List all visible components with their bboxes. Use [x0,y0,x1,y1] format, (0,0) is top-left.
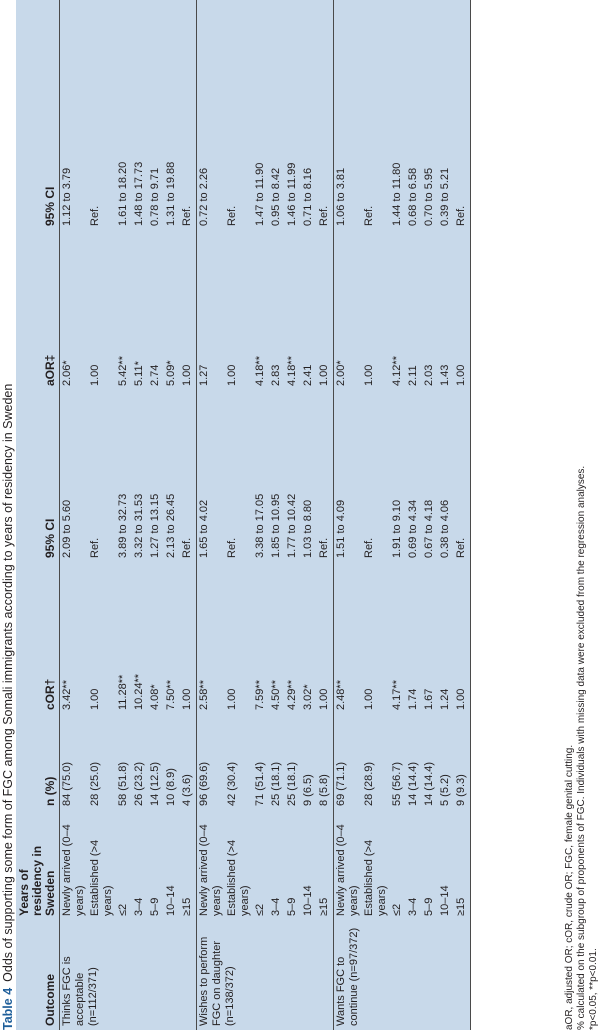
n-cell: 71 (51.4) [254,761,266,806]
n-cell: 8 (5.8) [318,774,330,806]
aor-ci-cell: 1.47 to 11.90 [254,162,266,226]
cor-cell: 4.29** [286,680,298,710]
table-row [88,0,116,1030]
cor-ci-cell: 0.69 to 4.34 [407,499,419,558]
aor-ci-cell: 1.31 to 19.88 [165,161,177,226]
years-cell: 3–4 [133,897,145,916]
table-row [116,0,132,1030]
cor-cell: 4.17** [391,680,403,710]
n-cell: 84 (75.0) [61,761,73,806]
aor-cell: 1.27 [197,230,226,390]
cor-cell: 11.28** [117,674,129,710]
n-cell: 9 (6.5) [302,774,314,806]
n-cell: 42 (30.4) [226,761,238,806]
table-caption [0,384,16,1030]
table-label: Table 4 [1,987,15,1030]
years-cell: 10–14 [439,885,451,916]
aor-cell: 4.12** [391,356,403,386]
aor-ci-cell: 1.48 to 17.73 [133,161,145,226]
cor-ci-cell: Ref. [455,537,467,558]
col-header-n: n (%) [16,714,60,810]
aor-cell: 1.43 [439,364,451,386]
cor-cell: 1.00 [181,688,193,710]
results-table [16,0,471,1030]
cor-cell: 1.00 [226,688,238,710]
cor-ci-cell: 3.32 to 31.53 [133,493,145,558]
table-title: Odds of supporting some form of FGC among Somali immigrants according to years of residency in Sweden [1,383,15,982]
aor-cell: 2.74 [149,364,161,386]
aor-ci-cell: 0.71 to 8.16 [302,167,314,226]
n-cell: 14 (14.4) [423,761,435,806]
table-footnotes [564,0,600,1030]
table-row [60,0,89,1030]
aor-cell: 5.09* [165,360,177,386]
years-cell: 10–14 [165,885,177,916]
col-header-cor: cOR† [16,562,60,714]
aor-ci-cell: Ref. [226,205,238,226]
years-cell: ≤2 [254,903,266,916]
table-row [454,0,471,1030]
aor-ci-cell: 0.72 to 2.26 [197,0,226,230]
cor-cell: 1.00 [318,688,330,710]
aor-cell: 1.00 [226,364,238,386]
years-cell: Established (>4 years) [363,839,388,916]
table-row [285,0,301,1030]
years-cell: ≤2 [391,903,403,916]
cor-cell: 1.67 [423,688,435,710]
n-cell: 58 (51.8) [117,761,129,806]
outcome-cell: Thinks FGC is acceptable (n=112/371) [61,956,99,1026]
cor-ci-cell: Ref. [318,537,330,558]
cor-cell: 3.02* [302,684,314,710]
years-cell: ≥15 [455,897,467,916]
cor-cell: 1.00 [455,688,467,710]
aor-ci-cell: Ref. [455,205,467,226]
footnote-percent: % calculated on the subgroup of proponents of FGC. Individuals with missing data were excluded from the regression analyses. [576,465,587,1030]
years-cell: 10–14 [302,885,314,916]
years-cell: 3–4 [407,897,419,916]
n-cell: 28 (25.0) [89,761,101,806]
col-header-aor: aOR‡ [16,230,60,390]
years-cell: ≥15 [181,897,193,916]
cor-cell: 7.59** [254,680,266,710]
outcome-cell: Wishes to perform FGC on daughter (n=138/372) [197,920,334,1030]
cor-ci-cell: 0.38 to 4.06 [439,499,451,558]
cor-cell: 4.08* [149,684,161,710]
years-cell: ≤2 [117,903,129,916]
aor-ci-cell: 1.44 to 11.80 [391,162,403,226]
cor-cell: 10.24** [133,673,145,710]
n-cell: 55 (56.7) [391,761,403,806]
col-header-outcome: Outcome [16,920,60,1030]
table-row [132,0,148,1030]
outcome-cell: Wants FGC to continue (n=97/372) [334,920,471,1030]
table-row [148,0,164,1030]
n-cell: 4 (3.6) [181,774,193,806]
table-row [390,0,406,1030]
aor-cell: 1.00 [89,364,101,386]
n-cell: 96 (69.6) [197,714,226,810]
years-cell: 5–9 [423,897,435,916]
cor-ci-cell: 2.09 to 5.60 [61,499,73,558]
cor-cell: 4.50** [270,680,282,710]
cor-cell: 1.74 [407,688,419,710]
n-cell: 5 (5.2) [439,774,451,806]
aor-cell: 1.00 [455,364,467,386]
aor-cell: 5.42** [117,356,129,386]
n-cell: 28 (28.9) [363,761,375,806]
years-cell: 3–4 [270,897,282,916]
cor-ci-cell: 1.03 to 8.80 [302,499,314,558]
aor-ci-cell: Ref. [363,205,375,226]
col-header-aor-ci: 95% CI [16,0,60,230]
aor-ci-cell: Ref. [181,205,193,226]
cor-ci-cell: 1.91 to 9.10 [391,499,403,558]
cor-ci-cell: Ref. [363,537,375,558]
aor-ci-cell: 0.68 to 6.58 [407,167,419,226]
n-cell: 9 (9.3) [455,774,467,806]
aor-cell: 1.00 [181,364,193,386]
table-row [164,0,180,1030]
cor-ci-cell: Ref. [226,537,238,558]
table-header [16,0,60,1030]
years-cell: Newly arrived (0–4 years) [197,810,226,920]
table-row [317,0,334,1030]
footnote-abbreviations: aOR, adjusted OR; cOR, crude OR; FGC, female genital cutting. [564,744,575,1030]
table-row [334,0,363,1030]
aor-ci-cell: 1.61 to 18.20 [117,161,129,226]
years-cell: 5–9 [149,897,161,916]
years-cell: Established (>4 years) [89,839,114,916]
cor-ci-cell: 1.51 to 4.09 [334,390,363,562]
n-cell: 25 (18.1) [286,761,298,806]
cor-ci-cell: Ref. [89,537,101,558]
table-row [225,0,253,1030]
aor-ci-cell: 1.12 to 3.79 [61,167,73,226]
table-row [362,0,390,1030]
aor-ci-cell: 1.06 to 3.81 [334,0,363,230]
table-body [60,0,471,1030]
cor-ci-cell: 1.65 to 4.02 [197,390,226,562]
footnote-significance: *p<0.05, **p<0.01. [588,948,599,1030]
aor-cell: 2.00* [334,230,363,390]
aor-cell: 2.83 [270,364,282,386]
cor-cell: 7.50** [165,680,177,710]
table-row [301,0,317,1030]
aor-cell: 2.06* [61,360,73,386]
aor-cell: 2.03 [423,364,435,386]
years-cell: ≥15 [318,897,330,916]
aor-cell: 1.00 [363,364,375,386]
n-cell: 10 (8.9) [165,768,177,806]
n-cell: 26 (23.2) [133,761,145,806]
cor-ci-cell: 3.38 to 17.05 [254,493,266,558]
aor-ci-cell: 0.70 to 5.95 [423,167,435,226]
aor-cell: 2.41 [302,364,314,386]
cor-cell: 1.00 [363,688,375,710]
table-row [422,0,438,1030]
n-cell: 14 (12.5) [149,761,161,806]
cor-ci-cell: 3.89 to 32.73 [117,493,129,558]
n-cell: 25 (18.1) [270,761,282,806]
n-cell: 14 (14.4) [407,761,419,806]
aor-ci-cell: 0.95 to 8.42 [270,167,282,226]
cor-ci-cell: 1.85 to 10.95 [270,493,282,558]
aor-cell: 2.11 [407,365,419,386]
cor-cell: 3.42** [61,680,73,710]
aor-ci-cell: 1.46 to 11.99 [286,162,298,226]
years-cell: Newly arrived (0–4 years) [61,824,86,916]
table-row [180,0,197,1030]
aor-cell: 1.00 [318,364,330,386]
cor-cell: 2.58** [197,562,226,714]
cor-ci-cell: Ref. [181,537,193,558]
aor-ci-cell: 0.39 to 5.21 [439,167,451,226]
years-cell: 5–9 [286,897,298,916]
aor-ci-cell: Ref. [318,205,330,226]
aor-cell: 5.11* [133,361,145,386]
table-row [197,0,226,1030]
col-header-years: Years of residency in Sweden [16,810,60,920]
aor-cell: 4.18** [286,356,298,386]
cor-cell: 1.24 [439,688,451,710]
aor-ci-cell: Ref. [89,205,101,226]
aor-cell: 4.18** [254,356,266,386]
table-row [438,0,454,1030]
cor-ci-cell: 0.67 to 4.18 [423,499,435,558]
col-header-cor-ci: 95% CI [16,390,60,562]
years-cell: Newly arrived (0–4 years) [334,810,363,920]
table-row [406,0,422,1030]
table-row [269,0,285,1030]
n-cell: 69 (71.1) [334,714,363,810]
cor-ci-cell: 2.13 to 26.45 [165,493,177,558]
cor-cell: 2.48** [334,562,363,714]
table-row [253,0,269,1030]
aor-ci-cell: 0.78 to 9.71 [149,167,161,226]
years-cell: Established (>4 years) [226,839,251,916]
cor-cell: 1.00 [89,688,101,710]
cor-ci-cell: 1.27 to 13.15 [149,493,161,558]
cor-ci-cell: 1.77 to 10.42 [286,493,298,558]
